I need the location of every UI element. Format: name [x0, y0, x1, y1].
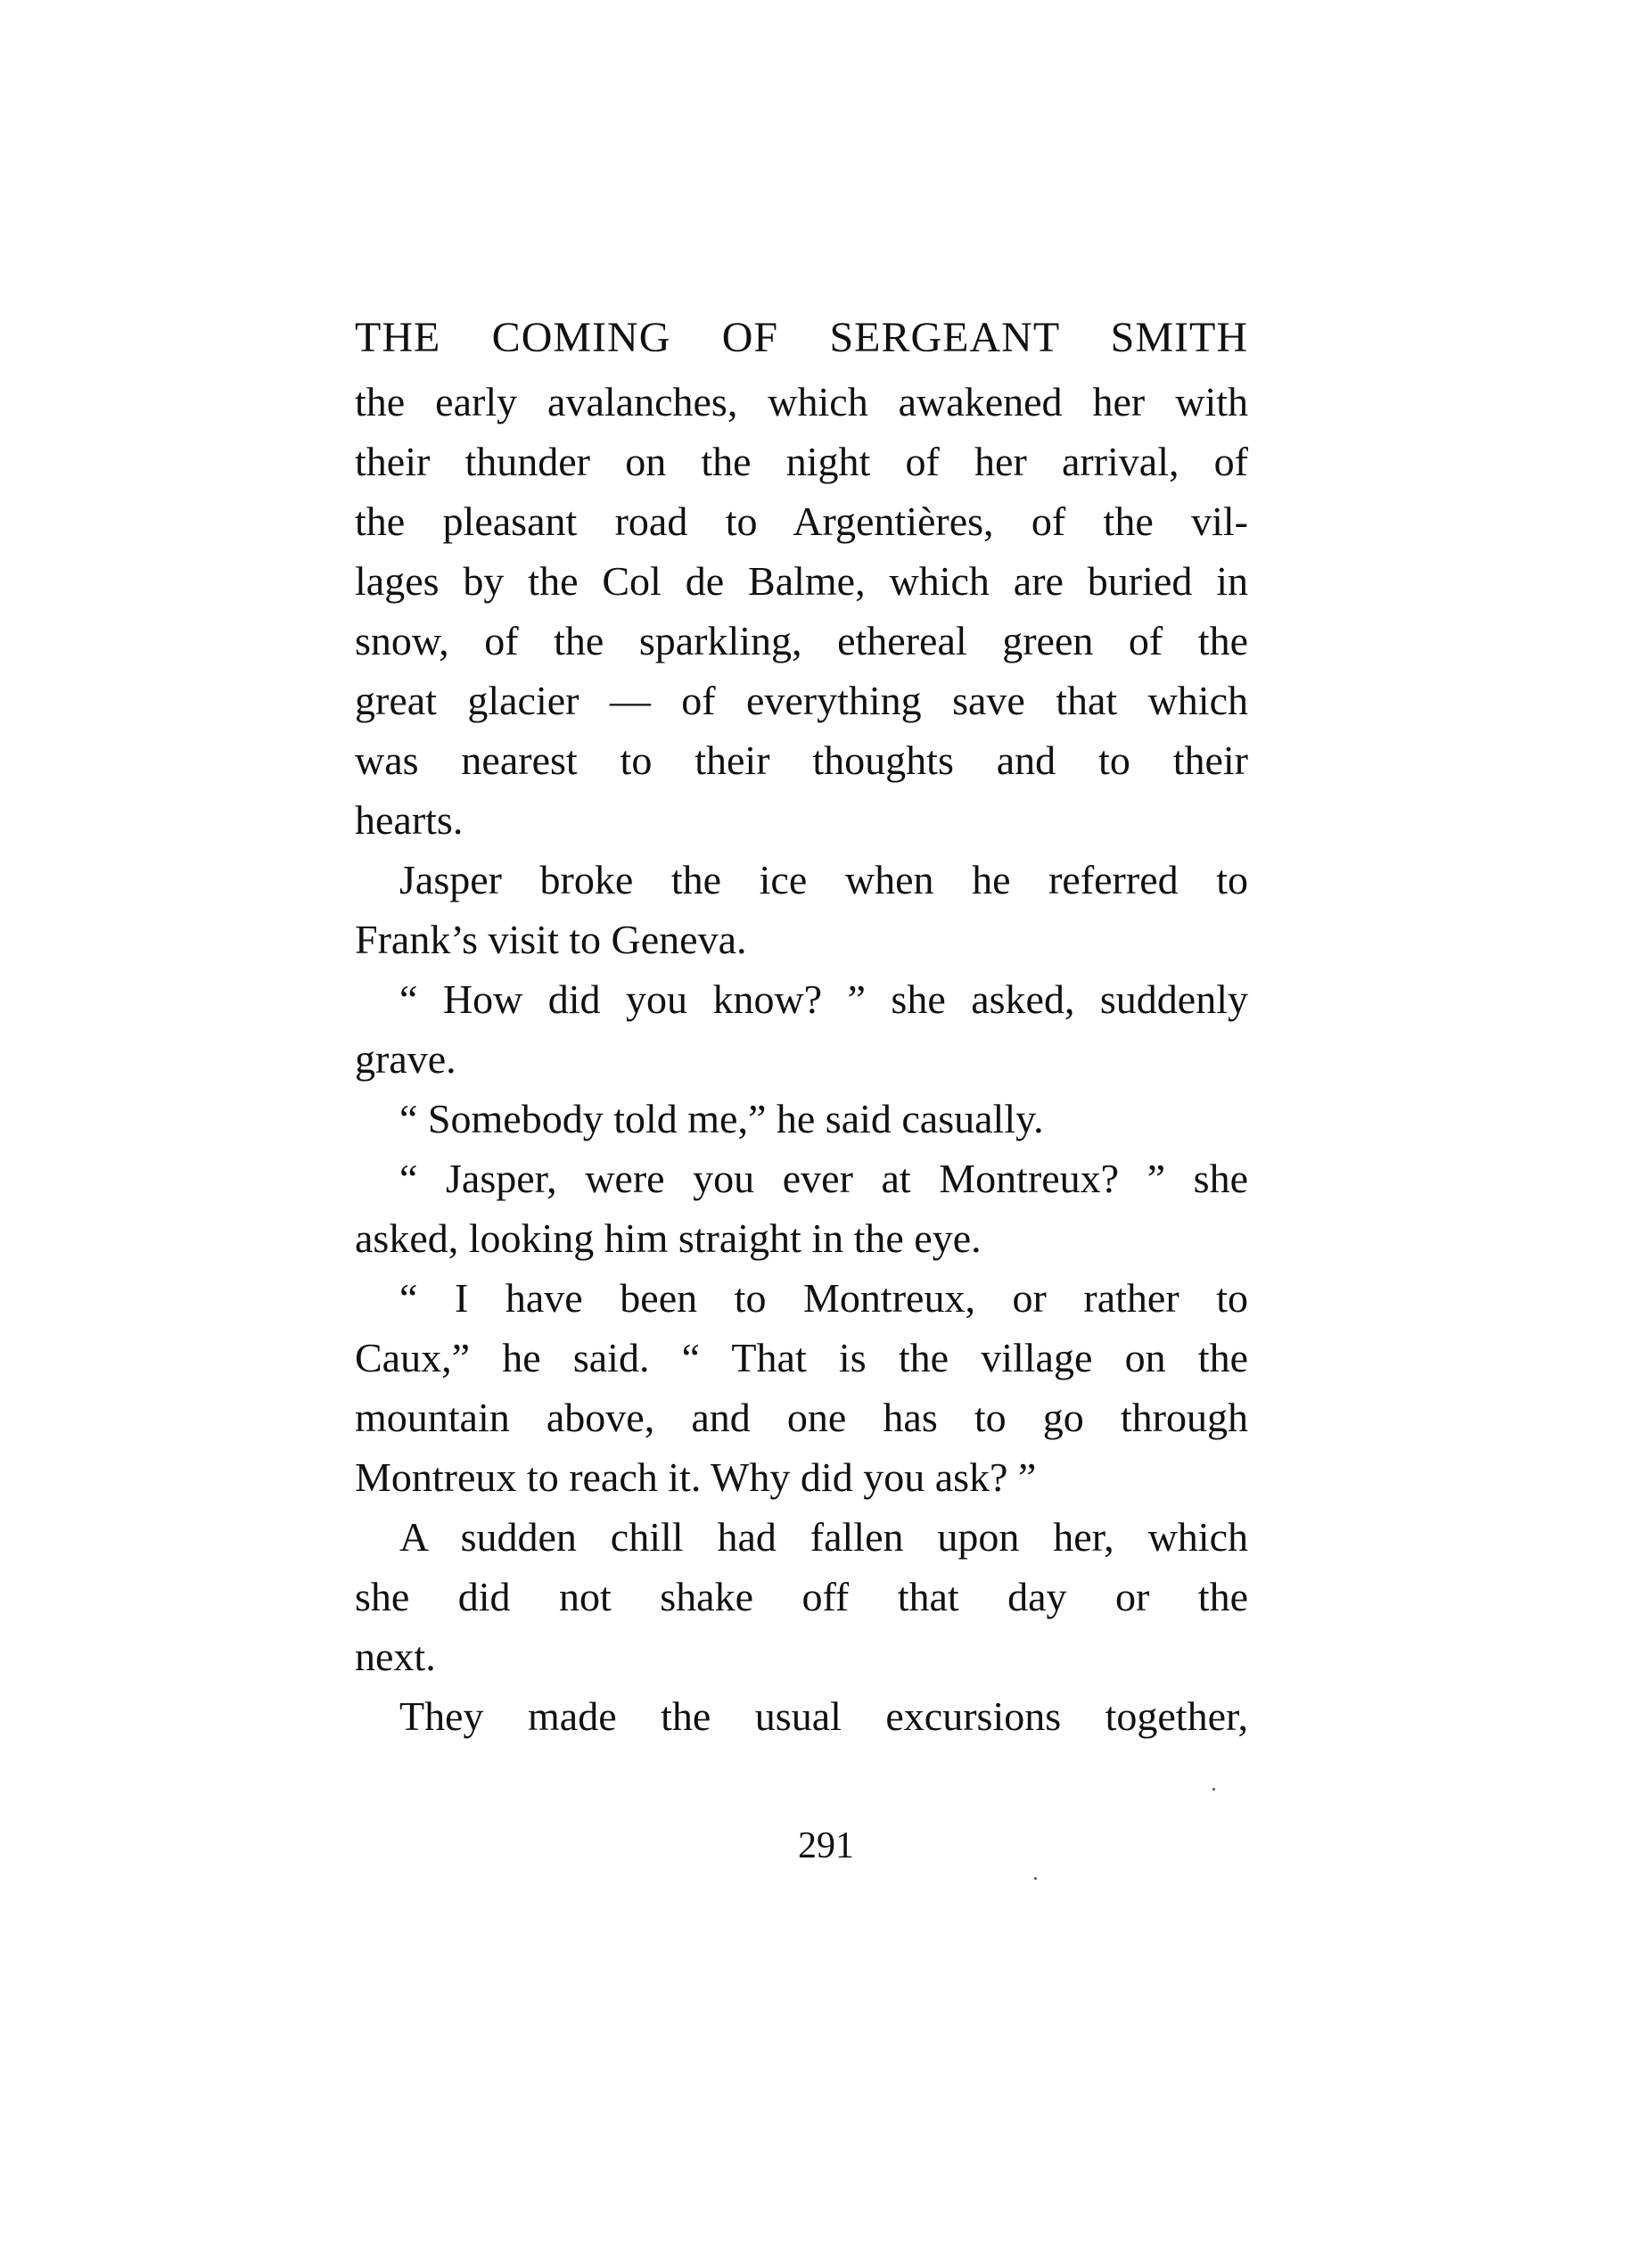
text-line: Caux,” he said. “ That is the village on the [355, 1335, 1248, 1380]
text-line: “ Somebody told me,” he said casually. [399, 1096, 1044, 1141]
text-line: the pleasant road to Argentières, of the vil- [355, 498, 1248, 544]
text-line: They made the usual excursions together, [399, 1693, 1248, 1739]
text-line: next. [355, 1634, 436, 1679]
text-line: asked, looking him straight in the eye. [355, 1215, 982, 1261]
text-line: “ I have been to Montreux, or rather to [399, 1275, 1248, 1321]
text-line: Frank’s visit to Geneva. [355, 917, 747, 962]
text-line: mountain above, and one has to go through [355, 1395, 1248, 1440]
text-line: “ How did you know? ” she asked, suddenly [399, 976, 1248, 1022]
body-text [355, 372, 1248, 1746]
page-content [355, 308, 1248, 1746]
text-line: she did not shake off that day or the [355, 1574, 1248, 1619]
print-speck [1212, 1788, 1215, 1791]
print-speck [1034, 1877, 1037, 1880]
text-line: Jasper broke the ice when he referred to [399, 857, 1248, 902]
text-line: grave. [355, 1036, 456, 1082]
text-line: great glacier — of everything save that which [355, 678, 1248, 723]
text-line: hearts. [355, 797, 464, 843]
running-head: THE COMING OF SERGEANT SMITH [355, 314, 1248, 361]
text-line: was nearest to their thoughts and to their [355, 737, 1248, 783]
text-line: lages by the Col de Balme, which are buried in [355, 558, 1248, 604]
text-line: the early avalanches, which awakened her with [355, 379, 1248, 424]
text-line: their thunder on the night of her arrival, of [355, 439, 1248, 484]
text-line: snow, of the sparkling, ethereal green of the [355, 618, 1248, 663]
text-line: A sudden chill had fallen upon her, which [399, 1514, 1248, 1560]
text-line: Montreux to reach it. Why did you ask? ” [355, 1454, 1037, 1500]
page-number: 291 [798, 1825, 854, 1866]
text-line: “ Jasper, were you ever at Montreux? ” she [399, 1156, 1248, 1201]
